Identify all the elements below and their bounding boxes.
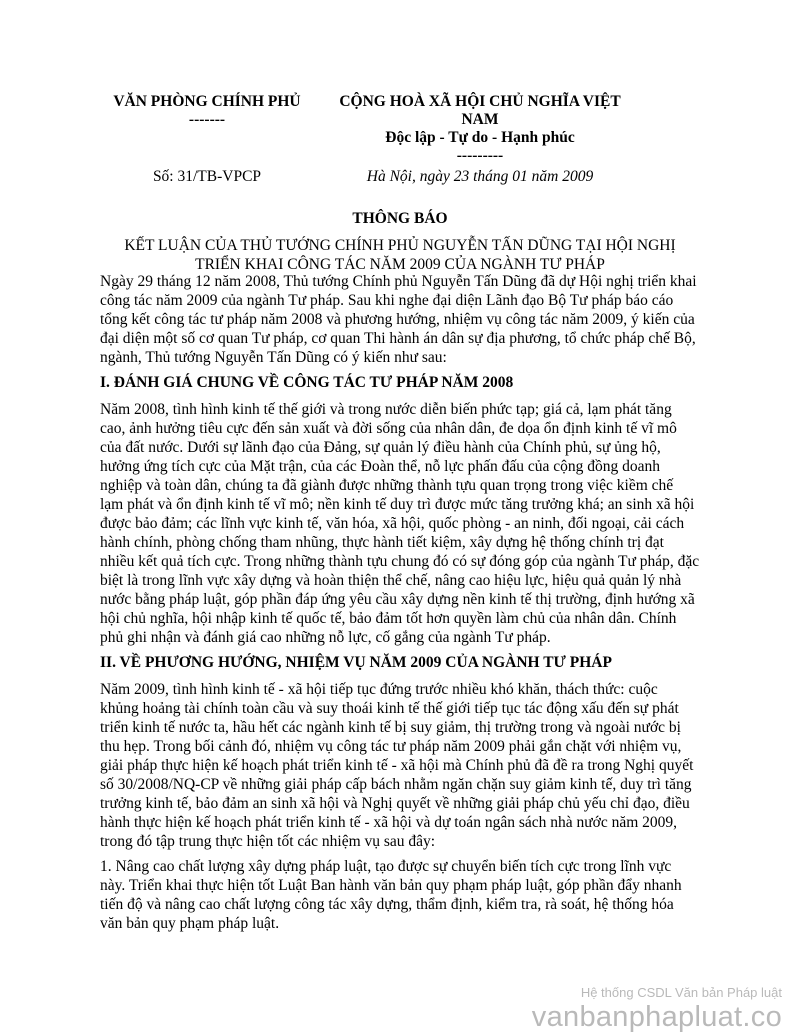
- issuing-agency: VĂN PHÒNG CHÍNH PHỦ: [113, 93, 301, 110]
- watermark-caption: Hệ thống CSDL Văn bản Pháp luật: [580, 985, 782, 1000]
- motto-rule: ---------: [456, 147, 504, 164]
- document-number: Số: 31/TB-VPCP: [152, 168, 262, 185]
- intro-paragraph: Ngày 29 tháng 12 năm 2008, Thủ tướng Chính phủ Nguyễn Tấn Dũng đã dự Hội nghị triển khai công tác năm 2009 của ngành Tư pháp. Sau khi nghe đại diện Lãnh đạo Bộ Tư pháp báo cáo tổng kết công tác tư pháp năm 2008 và phương hướng, nhiệm vụ công tác năm 2009, ý kiến của đại diện một số cơ quan Tư pháp, cơ quan Thi hành án dân sự địa phương, tổ chức pháp chế Bộ, ngành, Thủ tướng Nguyễn Tấn Dũng có ý kiến như sau:: [100, 273, 697, 366]
- national-motto: Độc lập - Tự do - Hạnh phúc: [385, 129, 575, 146]
- document-title: THÔNG BÁO: [352, 210, 448, 227]
- document-subtitle: KẾT LUẬN CỦA THỦ TƯỚNG CHÍNH PHỦ NGUYỄN TẤN DŨNG TẠI HỘI NGHỊ TRIỂN KHAI CÔNG TÁC NĂM 2009 CỦA NGÀNH TƯ PHÁP: [124, 237, 676, 273]
- document-header: [0, 93, 800, 193]
- issuing-agency-block: [112, 93, 302, 129]
- section-2-paragraph: Năm 2009, tình hình kinh tế - xã hội tiếp tục đứng trước nhiều khó khăn, thách thức: cuộc khủng hoảng tài chính toàn cầu và suy thoái kinh tế thế giới tiếp tục tác động xấu đến sự phát triển kinh tế nước ta, hầu hết các ngành kinh tế bị suy giảm, thị trường trong và ngoài nước bị thu hẹp. Trong bối cảnh đó, nhiệm vụ công tác tư pháp năm 2009 phải gắn chặt với nhiệm vụ, giải pháp thực hiện kế hoạch phát triển kinh tế - xã hội mà Chính phủ đã đề ra trong Nghị quyết số 30/2008/NQ-CP về những giải pháp cấp bách nhằm ngăn chặn suy giảm kinh tế, duy trì tăng trưởng kinh tế, bảo đảm an sinh xã hội và Nghị quyết về những giải pháp chủ yếu chỉ đạo, điều hành thực hiện kế hoạch phát triển kinh tế - xã hội và dự toán ngân sách nhà nước năm 2009, trong đó tập trung thực hiện tốt các nhiệm vụ sau đây:: [100, 681, 694, 850]
- section-1-heading: I. ĐÁNH GIÁ CHUNG VỀ CÔNG TÁC TƯ PHÁP NĂM 2008: [100, 374, 514, 391]
- section-1-paragraph: Năm 2008, tình hình kinh tế thế giới và trong nước diễn biến phức tạp; giá cả, lạm phát tăng cao, ảnh hưởng tiêu cực đến sản xuất và đời sống của nhân dân, đe dọa ổn định kinh tế vĩ mô của đất nước. Dưới sự lãnh đạo của Đảng, sự quản lý điều hành của Chính phủ, sự ủng hộ, hưởng ứng tích cực của Mặt trận, của các Đoàn thể, nỗ lực phấn đấu của cộng đồng doanh nghiệp và toàn dân, chúng ta đã giành được những thành tựu quan trọng trong việc kiềm chế lạm phát và ổn định kinh tế vĩ mô; nền kinh tế duy trì được mức tăng trưởng khá; an sinh xã hội được bảo đảm; các lĩnh vực kinh tế, văn hóa, xã hội, quốc phòng - an ninh, đối ngoại, cải cách hành chính, phòng chống tham nhũng, thực hành tiết kiệm, xây dựng hệ thống chính trị đạt nhiều kết quả tích cực. Trong những thành tựu chung đó có sự đóng góp của ngành Tư pháp, đặc biệt là trong lĩnh vực xây dựng và hoàn thiện thể chế, nâng cao hiệu lực, hiệu quả quản lý nhà nước bằng pháp luật, góp phần đáp ứng yêu cầu xây dựng nền kinh tế thị trường, định hướng xã hội chủ nghĩa, hội nhập kinh tế quốc tế, bảo đảm tốt hơn quyền làm chủ của nhân dân. Chính phủ ghi nhận và đánh giá cao những nỗ lực, cố gắng của ngành Tư pháp.: [100, 401, 700, 646]
- section-2-heading: II. VỀ PHƯƠNG HƯỚNG, NHIỆM VỤ NĂM 2009 CỦA NGÀNH TƯ PHÁP: [100, 654, 612, 671]
- document-body: [100, 272, 700, 939]
- agency-rule: -------: [188, 111, 226, 128]
- place-date: Hà Nội, ngày 23 tháng 01 năm 2009: [366, 168, 594, 185]
- watermark-site: vanbanphapluat.co: [531, 1001, 782, 1033]
- nation-title-line1: CỘNG HOÀ XÃ HỘI CHỦ NGHĨA VIỆT: [339, 93, 621, 110]
- watermark: [482, 985, 782, 1033]
- item-1-paragraph: 1. Nâng cao chất lượng xây dựng pháp luật, tạo được sự chuyển biến tích cực trong lĩnh vực này. Triển khai thực hiện tốt Luật Ban hành văn bản quy phạm pháp luật, góp phần đẩy nhanh tiến độ và nâng cao chất lượng công tác xây dựng, thẩm định, kiểm tra, rà soát, hệ thống hóa văn bản quy phạm pháp luật.: [100, 858, 682, 932]
- national-title-block: [315, 93, 645, 165]
- nation-title-line2: NAM: [461, 111, 499, 128]
